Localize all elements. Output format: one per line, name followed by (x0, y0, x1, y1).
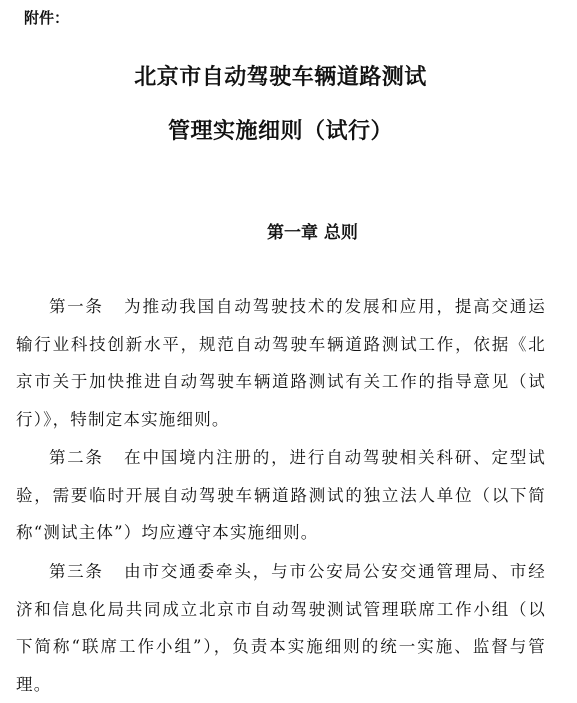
article-text: 在中国境内注册的，进行自动驾驶相关科研、定型试验，需要临时开展自动驾驶车辆道路测试的独立法人单位（以下简称“测试主体”）均应遵守本实施细则。 (16, 448, 546, 542)
article-text: 为推动我国自动驾驶技术的发展和应用，提高交通运输行业科技创新水平，规范自动驾驶车辆道路测试工作，依据《北京市关于加快推进自动驾驶车辆道路测试有关工作的指导意见（试行）》，特制定本实施细则。 (16, 297, 546, 429)
article-paragraph (16, 553, 546, 703)
document-title-line-2: 管理实施细则（试行） (167, 118, 393, 144)
article-number: 第一条 (49, 297, 104, 316)
document-title-line-1: 北京市自动驾驶车辆道路测试 (134, 64, 427, 90)
article-paragraph (16, 439, 546, 552)
article-paragraph (16, 288, 546, 438)
attachment-label: 附件： (24, 9, 70, 27)
article-number: 第二条 (49, 448, 104, 467)
chapter-heading: 第一章 总则 (267, 223, 358, 243)
article-text: 由市交通委牵头，与市公安局公安交通管理局、市经济和信息化局共同成立北京市自动驾驶测试管理联席工作小组（以下简称“联席工作小组”），负责本实施细则的统一实施、监督与管理。 (16, 562, 546, 694)
article-number: 第三条 (49, 562, 104, 581)
